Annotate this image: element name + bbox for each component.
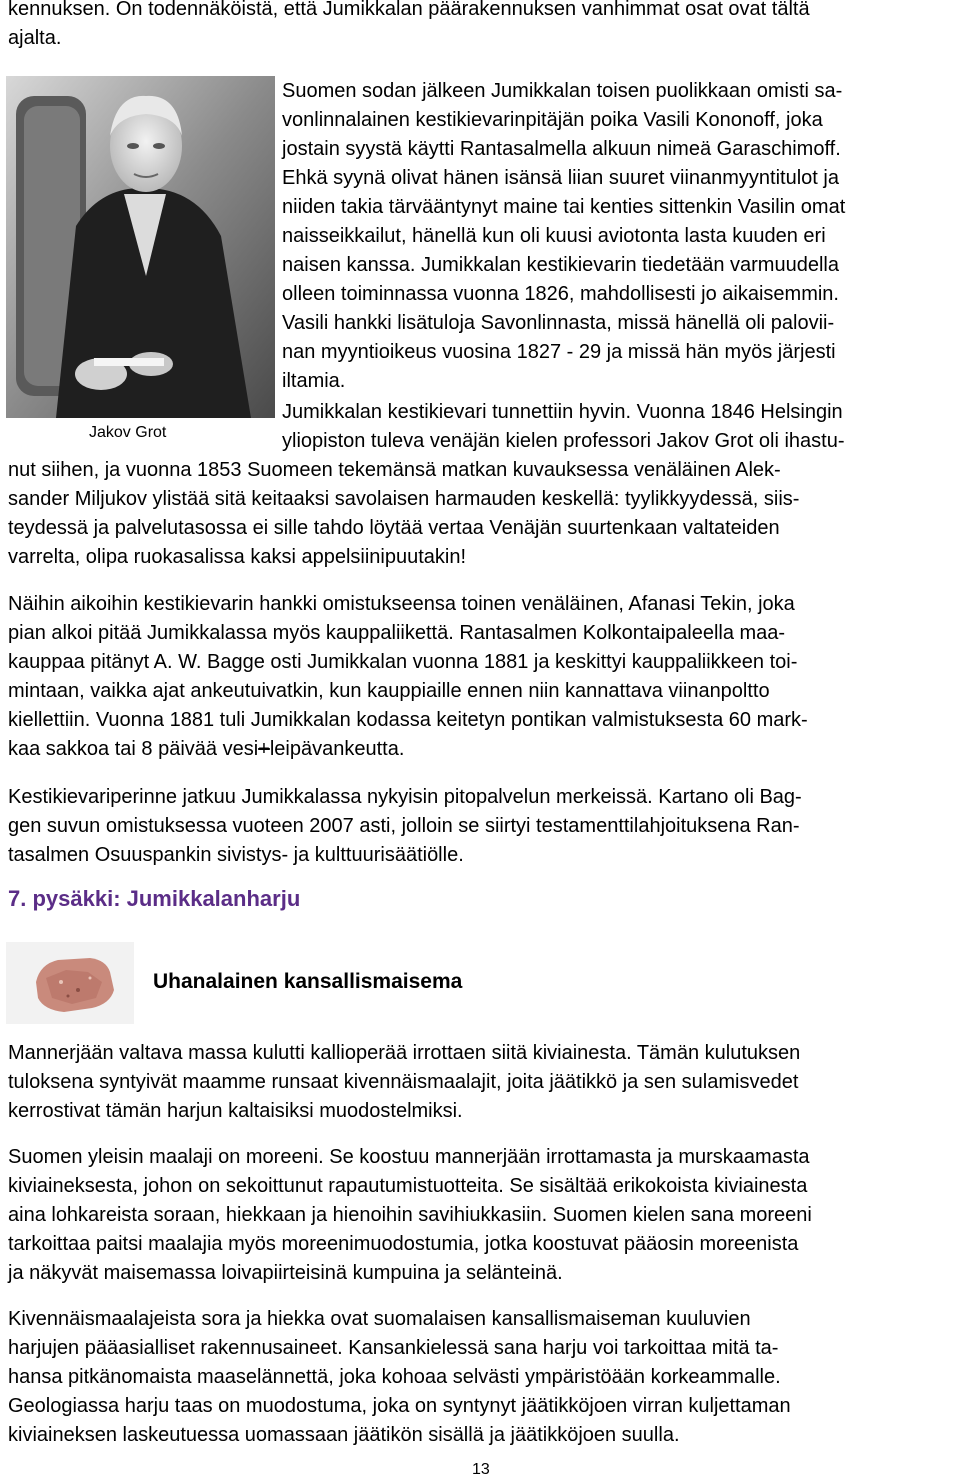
body-text-line: Vasili hankki lisätuloja Savonlinnasta, missä hänellä oli palovii- [282, 312, 835, 334]
body-text-line: varrelta, olipa ruokasalissa kaksi appelsiinipuutakin! [8, 546, 467, 568]
body-text-line: pian alkoi pitää Jumikkalassa myös kauppaliikettä. Rantasalmen Kolkontaipaleella maa- [8, 622, 786, 644]
body-text-line: ajalta. [8, 27, 62, 49]
body-text-line: mintaan, vaikka ajat ankeutuivatkin, kun kauppiaille ennen niin kannattava viinanpoltto [8, 680, 770, 702]
body-text-line: Suomen sodan jälkeen Jumikkalan toisen puolikkaan omisti sa- [282, 80, 843, 102]
body-text-line: Näihin aikoihin kestikievarin hankki omistukseensa toinen venäläinen, Afanasi Tekin, joka [8, 593, 795, 615]
portrait-photo-jakov-grot [6, 76, 275, 418]
body-text-line: niiden takia tärvääntynyt maine tai kenties sittenkin Vasilin omat [282, 196, 846, 218]
body-text-line: gen suvun omistuksessa vuoteen 2007 asti, jolloin se siirtyi testamenttilahjoituksena Ran- [8, 815, 800, 837]
body-text-line: Suomen yleisin maalaji on moreeni. Se koostuu mannerjään irrottamasta ja murskaamasta [8, 1146, 810, 1168]
body-text-line: olleen toiminnassa vuonna 1826, mahdollisesti jo aikaisemmin. [282, 283, 839, 305]
body-text-line: nan myyntioikeus vuosina 1827 - 29 ja missä hän myös järjesti [282, 341, 836, 363]
body-text-line: Ehkä syynä olivat hänen isänsä liian suuret viinanmyyntitulot ja [282, 167, 839, 189]
photo-caption: Jakov Grot [89, 424, 167, 441]
body-text-line: iltamia. [282, 370, 346, 392]
body-text-line: kiellettiin. Vuonna 1881 tuli Jumikkalan kodassa keitetyn pontikan valmistuksesta 60 mark- [8, 709, 808, 731]
body-text-line: kennuksen. On todennäköistä, että Jumikkalan päärakennuksen vanhimmat osat ovat tältä [8, 0, 810, 20]
body-text-line: yliopiston tuleva venäjän kielen professori Jakov Grot oli ihastu- [282, 430, 845, 452]
body-text-line: kiviaineksesta, johon on sekoittunut rapautumistuotteita. Se sisältää erikokoista kiviainesta [8, 1175, 808, 1197]
body-text-line: teydessä ja palvelutasossa ei sille tahdo löytää vertaa Venäjän suurtenkaan valtateiden [8, 517, 780, 539]
body-text-line: Kivennäismaalajeista sora ja hiekka ovat suomalaisen kansallismaiseman kuuluvien [8, 1308, 751, 1330]
body-text-line: hansa pitkänomaista maaselännettä, joka kohoaa selvästi ympäristöään korkeammalle. [8, 1366, 781, 1388]
body-text-line: naisseikkailut, hänellä kun oli kuusi aviotonta lasta kuuden eri [282, 225, 826, 247]
section-heading: 7. pysäkki: Jumikkalanharju [8, 886, 301, 911]
body-text-line: kiviaineksen laskeutuessa uomassaan jäätikön sisällä ja jäätikköjoen suulla. [8, 1424, 680, 1446]
body-text-line: Kestikievariperinne jatkuu Jumikkalassa nykyisin pitopalvelun merkeissä. Kartano oli Bag- [8, 786, 802, 808]
text-segment: kaa sakkoa tai 8 päivää vesi [8, 738, 259, 760]
body-text-line: Mannerjään valtava massa kulutti kallioperää irrottaen siitä kiviainesta. Tämän kulutuksen [8, 1042, 801, 1064]
body-text-line: nut siihen, ja vuonna 1853 Suomeen tekemänsä matkan kuvauksessa venäläinen Alek- [8, 459, 781, 481]
body-text-line: naisen kanssa. Jumikkalan kestikievarin tiedetään varmuudella [282, 254, 839, 276]
body-text-line: sander Miljukov ylistää sitä keitaaksi savolaisen harmauden keskellä: tyylikkyydessä, siis- [8, 488, 800, 510]
body-text-line: Geologiassa harju taas on muodostuma, joka on syntynyt jäätikköjoen virran kuljettaman [8, 1395, 791, 1417]
body-text-line: harjujen pääasialliset rakennusaineet. Kansankielessä sana harju voi tarkoittaa mitä ta- [8, 1337, 779, 1359]
body-text-line: vonlinnalainen kestikievarinpitäjän poika Vasili Kononoff, joka [282, 109, 823, 131]
body-text-line: kauppaa pitänyt A. W. Bagge osti Jumikkalan vuonna 1881 ja keskittyi kauppaliikkeen toi- [8, 651, 798, 673]
body-text-line: kerrostivat tämän harjun kaltaisiksi muodostelmiksi. [8, 1100, 463, 1122]
body-text-line: ja näkyvät maisemassa loivapiirteisinä kumpuina ja selänteinä. [8, 1262, 563, 1284]
body-text-line: tasalmen Osuuspankin sivistys- ja kulttuurisäätiölle. [8, 844, 464, 866]
text-segment: leipävankeutta. [269, 738, 405, 760]
body-text-line: Jumikkalan kestikievari tunnettiin hyvin. Vuonna 1846 Helsingin [282, 401, 843, 423]
rock-photo [6, 942, 134, 1024]
body-text-line: jostain syystä käytti Rantasalmella alkuun nimeä Garaschimoff. [282, 138, 841, 160]
body-text-line [8, 735, 404, 764]
body-text-line: aina lohkareista soraan, hiekkaan ja hienoihin savihiukkasiin. Suomen kielen sana moreeni [8, 1204, 812, 1226]
section-subheading: Uhanalainen kansallismaisema [153, 970, 463, 993]
body-text-line: tuloksena syntyivät maamme runsaat kivennäismaalajit, joita jäätikkö ja sen sulamisvedet [8, 1071, 799, 1093]
page-number: 13 [472, 1461, 490, 1478]
struck-character: + [258, 738, 270, 760]
body-text-line: tarkoittaa paitsi maalajia myös moreenimuodostumia, jotka koostuvat pääosin moreenista [8, 1233, 799, 1255]
